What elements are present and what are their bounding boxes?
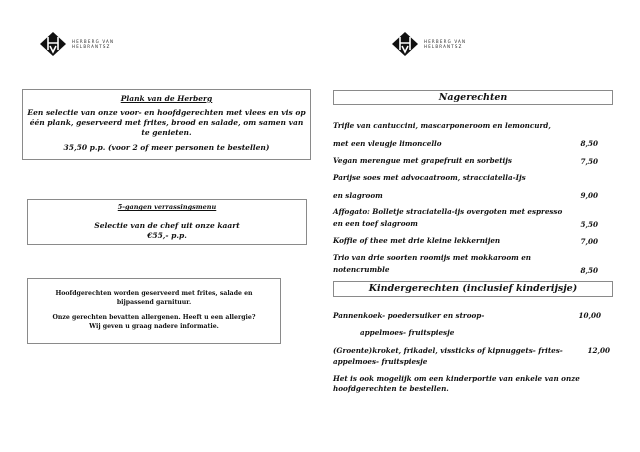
kids-note: Het is ook mogelijk om een kinderportie van enkele van onze hoofdgerechten te bestellen. [333, 374, 580, 393]
plank-price: 35,50 p.p. (voor 2 of meer personen te bestellen) [63, 143, 270, 152]
logo-text-line1: HERBERG VAN [72, 39, 115, 44]
plank-description: Een selectie van onze voor- en hoofdgerechten met vlees en vis op één plank, geserveerd met frites, brood en salade, om samen van te genieten. [27, 108, 306, 137]
dessert-item-2-price: 7,50 [580, 157, 598, 166]
kids-item-2-line2: appelmoes- fruitspiesje [333, 357, 428, 366]
dessert-item-4-price: 5,50 [580, 220, 598, 229]
dessert-item-6-line2: notencrumble [333, 265, 390, 274]
hvh-diamond-logo-icon [392, 32, 418, 56]
dessert-item-3-price: 9,00 [580, 191, 598, 200]
dessert-item-1-line1: Trifle van cantuccini, mascarponeroom en lemoncurd, [333, 121, 551, 130]
dessert-item-4-line2: en een toef slagroom [333, 219, 418, 228]
dessert-item-5: Koffie of thee met drie kleine lekkernijen [333, 236, 501, 245]
dessert-item-6-line1: Trio van drie soorten roomijs met mokkaroom en [333, 253, 532, 262]
logo-text-line2: HELBRANTSZ [72, 44, 111, 49]
kids-item-2-price: 12,00 [587, 346, 610, 355]
dessert-item-1-line2: met een vleugje limoncello [333, 139, 442, 148]
plank-section [22, 89, 311, 160]
surprise-menu-title: 5-gangen verrassingsmenu [117, 203, 217, 211]
restaurant-logo-left [40, 32, 114, 56]
kids-header [333, 281, 613, 297]
dessert-item-1-price: 8,50 [580, 139, 598, 148]
kids-item-2-line1: (Groente)kroket, frikadel, vissticks of kipnuggets- frites- [333, 346, 563, 355]
hvh-diamond-logo-icon [40, 32, 66, 56]
kids-item-1-line1: Pannenkoek- poedersuiker en stroop- [333, 311, 485, 320]
kids-item-1-line2: appelmoes- fruitspiesje [360, 328, 455, 337]
plank-title: Plank van de Herberg [120, 94, 213, 103]
dessert-item-3-line1: Parijse soes met advocaatroom, stracciatella-Ijs [333, 173, 526, 182]
surprise-menu-price: €55,- p.p. [147, 230, 187, 240]
info-section [27, 278, 281, 344]
info-line-2: Onze gerechten bevatten allergenen. Heeft u een allergie? Wij geven u graag nadere informatie. [52, 314, 256, 330]
dessert-item-2: Vegan merengue met grapefruit en sorbetijs [333, 156, 512, 165]
kids-header-title: Kindergerechten (inclusief kinderijsje) [368, 283, 578, 294]
dessert-item-6-price: 8,50 [580, 266, 598, 275]
desserts-header-title: Nagerechten [438, 92, 508, 103]
info-line-1: Hoofdgerechten worden geserveerd met frites, salade en bijpassend garnituur. [55, 290, 253, 306]
logo-text-line1: HERBERG VAN [424, 39, 467, 44]
desserts-header [333, 90, 613, 105]
dessert-item-5-price: 7,00 [580, 237, 598, 246]
dessert-item-4-line1: Affogato: Bolletje straciatella-ijs overgoten met espresso [333, 207, 563, 216]
dessert-item-3-line2: en slagroom [333, 191, 383, 200]
restaurant-logo-right [392, 32, 466, 56]
surprise-menu-description: Selectie van de chef uit onze kaart [94, 221, 240, 230]
logo-text-line2: HELBRANTSZ [424, 44, 463, 49]
kids-item-1-price: 10,00 [578, 311, 601, 320]
surprise-menu-section [27, 199, 307, 245]
